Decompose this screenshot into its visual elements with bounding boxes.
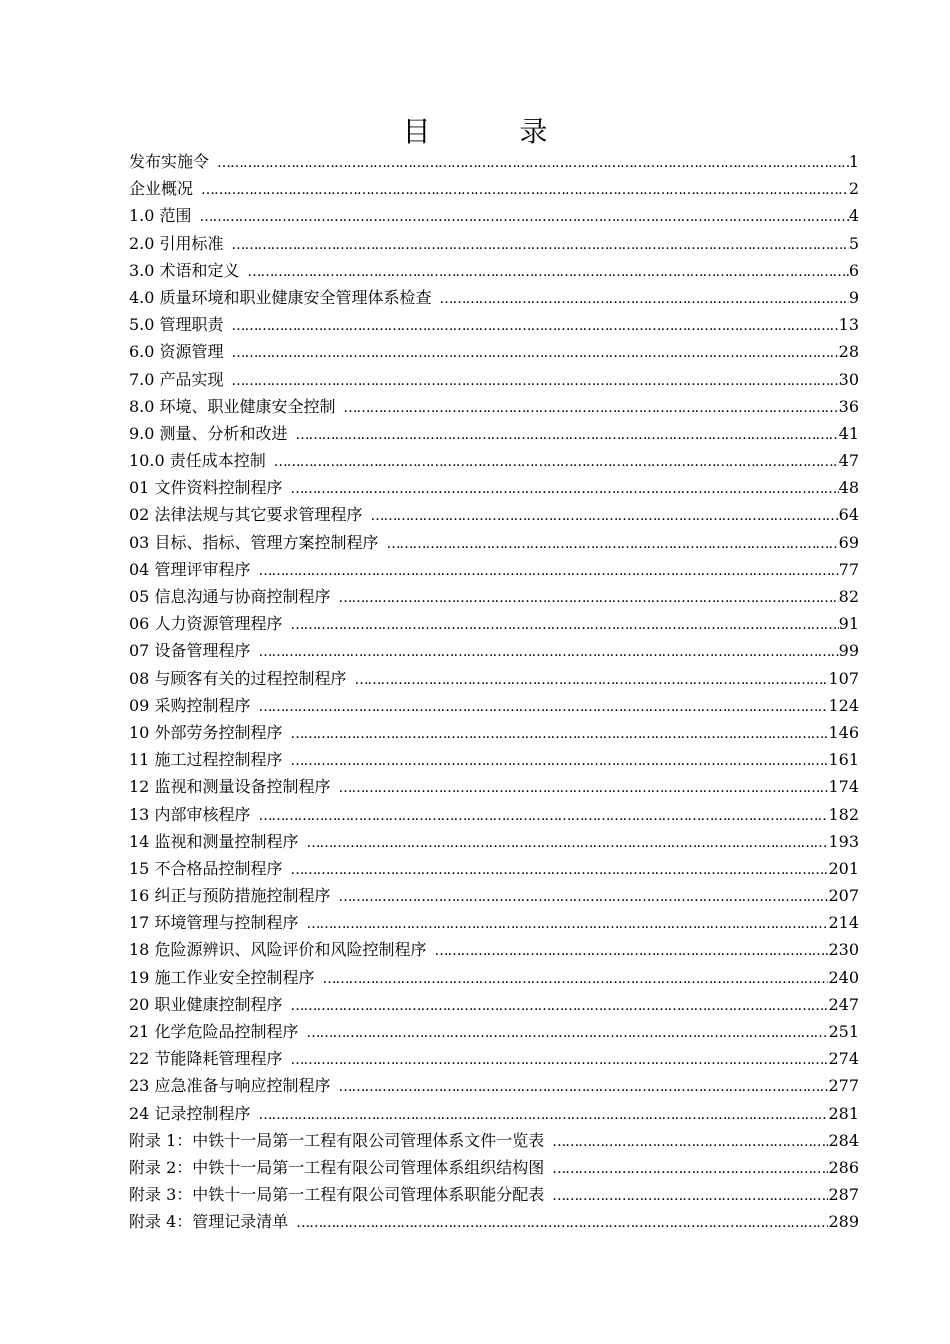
dot-leader (290, 721, 828, 748)
toc-entry-page-number: 230 (828, 940, 859, 960)
toc-entry[interactable] (129, 284, 859, 311)
dot-leader (274, 449, 839, 476)
toc-entry-page-number: 5 (848, 233, 859, 253)
toc-entry-label: 03 目标、指标、管理方案控制程序 (129, 532, 379, 552)
toc-entry-label: 08 与顾客有关的过程控制程序 (129, 668, 347, 688)
dot-leader (434, 938, 828, 965)
toc-entry-label: 01 文件资料控制程序 (129, 478, 283, 498)
toc-entry[interactable] (129, 746, 859, 773)
toc-entry-page-number: 287 (828, 1185, 859, 1205)
toc-entry[interactable] (129, 175, 859, 202)
toc-entry-label: 09 采购控制程序 (129, 695, 251, 715)
toc-entry-page-number: 69 (838, 532, 859, 552)
dot-leader (290, 1047, 828, 1074)
dot-leader (232, 368, 839, 395)
dot-leader (296, 1210, 828, 1237)
toc-entry[interactable] (129, 909, 859, 936)
toc-entry[interactable] (129, 447, 859, 474)
dot-leader (552, 1156, 828, 1183)
toc-entry-page-number: 284 (828, 1130, 859, 1150)
toc-entry-label: 05 信息沟通与协商控制程序 (129, 587, 331, 606)
toc-entry-label: 发布实施令 (129, 152, 210, 171)
toc-entry-label: 企业概况 (129, 179, 194, 199)
toc-entry-label: 1.0 范围 (129, 206, 192, 226)
dot-leader (258, 639, 838, 666)
toc-entry-page-number: 251 (828, 1022, 859, 1041)
toc-entry-page-number: 2 (848, 179, 859, 199)
toc-entry[interactable] (129, 583, 859, 610)
toc-entry-label: 19 施工作业安全控制程序 (129, 967, 315, 987)
toc-entry[interactable] (129, 665, 859, 692)
dot-leader (440, 286, 849, 313)
dot-leader (386, 531, 838, 558)
toc-entry-page-number: 201 (828, 858, 859, 878)
toc-entry-label: 21 化学危险品控制程序 (129, 1022, 299, 1041)
dot-leader (338, 1074, 828, 1101)
toc-entry-page-number: 91 (838, 614, 859, 634)
toc-entry-label: 06 人力资源管理程序 (129, 614, 283, 634)
toc-entry-label: 9.0 测量、分析和改进 (129, 423, 288, 443)
toc-entry[interactable] (129, 257, 859, 284)
toc-entry[interactable] (129, 964, 859, 991)
toc-entry[interactable] (129, 148, 859, 175)
toc-entry-label: 附录 1：中铁十一局第一工程有限公司管理体系文件一览表 (129, 1130, 545, 1150)
dot-leader (344, 395, 839, 422)
toc-entry-page-number: 286 (828, 1157, 859, 1177)
toc-entry[interactable] (129, 311, 859, 338)
dot-leader (290, 993, 828, 1020)
toc-entry-label: 5.0 管理职责 (129, 315, 224, 335)
toc-entry-page-number: 99 (838, 641, 859, 661)
toc-entry[interactable] (129, 1154, 859, 1181)
toc-entry-page-number: 41 (838, 423, 859, 443)
dot-leader (552, 1129, 828, 1156)
toc-entry-label: 24 记录控制程序 (129, 1103, 251, 1123)
dot-leader (306, 1020, 828, 1047)
dot-leader (290, 476, 838, 503)
toc-entry-page-number: 289 (828, 1212, 859, 1232)
toc-entry[interactable] (129, 1127, 859, 1154)
dot-leader (258, 558, 838, 585)
dot-leader (290, 612, 838, 639)
toc-entry-label: 04 管理评审程序 (129, 559, 251, 579)
toc-entry-page-number: 161 (828, 750, 859, 770)
toc-entry-page-number: 4 (848, 206, 859, 226)
toc-entry-label: 3.0 术语和定义 (129, 260, 240, 280)
dot-leader (258, 694, 828, 721)
toc-entry-page-number: 124 (828, 695, 859, 715)
toc-entry[interactable] (129, 1072, 859, 1099)
toc-entry-page-number: 247 (828, 994, 859, 1014)
toc-entry[interactable] (129, 936, 859, 963)
toc-entry[interactable] (129, 855, 859, 882)
dot-leader (201, 177, 849, 204)
toc-entry-page-number: 240 (828, 967, 859, 987)
toc-entry-label: 02 法律法规与其它要求管理程序 (129, 505, 363, 525)
dot-leader (552, 1183, 828, 1210)
toc-entry[interactable] (129, 529, 859, 556)
toc-entry-label: 附录 4：管理记录清单 (129, 1212, 289, 1232)
toc-entry-page-number: 182 (828, 804, 859, 824)
toc-entry-label: 4.0 质量环境和职业健康安全管理体系检查 (129, 287, 432, 307)
dot-leader (306, 911, 828, 938)
dot-leader (217, 150, 849, 177)
toc-entry-page-number: 47 (838, 451, 859, 471)
dot-leader (306, 830, 828, 857)
toc-entry-page-number: 48 (838, 478, 859, 498)
toc-entry[interactable] (129, 1208, 859, 1235)
toc-entry[interactable] (129, 1018, 859, 1045)
dot-leader (200, 204, 849, 231)
toc-entry[interactable] (129, 501, 859, 528)
toc-entry-page-number: 277 (828, 1076, 859, 1096)
toc-entry-page-number: 274 (828, 1049, 859, 1069)
dot-leader (290, 748, 828, 775)
dot-leader (258, 1102, 828, 1129)
toc-entry-page-number: 146 (828, 722, 859, 742)
toc-entry-label: 13 内部审核程序 (129, 804, 251, 824)
dot-leader (258, 803, 828, 830)
toc-entry[interactable] (129, 393, 859, 420)
toc-entry[interactable] (129, 1181, 859, 1208)
toc-entry-label: 附录 3：中铁十一局第一工程有限公司管理体系职能分配表 (129, 1185, 545, 1205)
toc-title: 目 录 (402, 115, 588, 148)
toc-entry-label: 8.0 环境、职业健康安全控制 (129, 396, 336, 416)
toc-entry-label: 14 监视和测量控制程序 (129, 831, 299, 851)
toc-entry-label: 6.0 资源管理 (129, 342, 224, 362)
toc-entry-page-number: 9 (848, 287, 859, 307)
toc-entry-page-number: 1 (848, 152, 859, 171)
dot-leader (338, 585, 838, 612)
toc-entry-label: 18 危险源辨识、风险评价和风险控制程序 (129, 940, 427, 960)
toc-entry-page-number: 193 (828, 831, 859, 851)
toc-entry-page-number: 82 (838, 587, 859, 606)
toc-entry-page-number: 77 (838, 559, 859, 579)
toc-entry-label: 10 外部劳务控制程序 (129, 722, 283, 742)
toc-entry[interactable] (129, 230, 859, 257)
dot-leader (232, 340, 839, 367)
dot-leader (370, 503, 838, 530)
toc-entry[interactable] (129, 1100, 859, 1127)
toc-entry-label: 23 应急准备与响应控制程序 (129, 1076, 331, 1096)
toc-entry-page-number: 28 (838, 342, 859, 362)
toc-entry-page-number: 207 (828, 886, 859, 906)
toc-entry[interactable] (129, 420, 859, 447)
toc-entry-label: 07 设备管理程序 (129, 641, 251, 661)
toc-entry-page-number: 281 (828, 1103, 859, 1123)
dot-leader (338, 884, 828, 911)
toc-entry-label: 22 节能降耗管理程序 (129, 1049, 283, 1069)
toc-entry-label: 17 环境管理与控制程序 (129, 913, 299, 933)
toc-entry-page-number: 13 (838, 315, 859, 335)
toc-entry[interactable] (129, 556, 859, 583)
toc-entry[interactable] (129, 1045, 859, 1072)
toc-entry[interactable] (129, 882, 859, 909)
toc-entry[interactable] (129, 801, 859, 828)
toc-entry-page-number: 174 (828, 777, 859, 797)
toc-entry-label: 10.0 责任成本控制 (129, 451, 266, 471)
toc-entry-page-number: 64 (838, 505, 859, 525)
toc-entry-label: 12 监视和测量设备控制程序 (129, 777, 331, 797)
toc-entry-page-number: 6 (848, 260, 859, 280)
toc-entry-label: 20 职业健康控制程序 (129, 994, 283, 1014)
toc-entry[interactable] (129, 828, 859, 855)
toc-entry[interactable] (129, 692, 859, 719)
dot-leader (232, 313, 839, 340)
dot-leader (354, 667, 828, 694)
dot-leader (296, 422, 839, 449)
toc-entry-page-number: 107 (828, 668, 859, 688)
toc-entry[interactable] (129, 773, 859, 800)
toc-entry[interactable] (129, 338, 859, 365)
toc-entry-label: 11 施工过程控制程序 (129, 750, 283, 770)
toc-entry-label: 附录 2：中铁十一局第一工程有限公司管理体系组织结构图 (129, 1157, 545, 1177)
toc-entry-label: 16 纠正与预防措施控制程序 (129, 886, 331, 906)
toc-entry-label: 15 不合格品控制程序 (129, 858, 283, 878)
toc-entry[interactable] (129, 202, 859, 229)
dot-leader (322, 966, 828, 993)
toc-entry[interactable] (129, 474, 859, 501)
dot-leader (338, 775, 828, 802)
toc-entry[interactable] (129, 610, 859, 637)
toc-entry[interactable] (129, 719, 859, 746)
toc-entry-label: 2.0 引用标准 (129, 233, 224, 253)
toc-entry[interactable] (129, 991, 859, 1018)
dot-leader (232, 232, 849, 259)
toc-entry[interactable] (129, 366, 859, 393)
toc-entry-page-number: 214 (828, 913, 859, 933)
toc-entry[interactable] (129, 637, 859, 664)
toc-list (129, 148, 859, 1236)
dot-leader (248, 259, 849, 286)
toc-entry-page-number: 30 (838, 369, 859, 389)
dot-leader (290, 857, 828, 884)
toc-entry-label: 7.0 产品实现 (129, 369, 224, 389)
toc-entry-page-number: 36 (838, 396, 859, 416)
